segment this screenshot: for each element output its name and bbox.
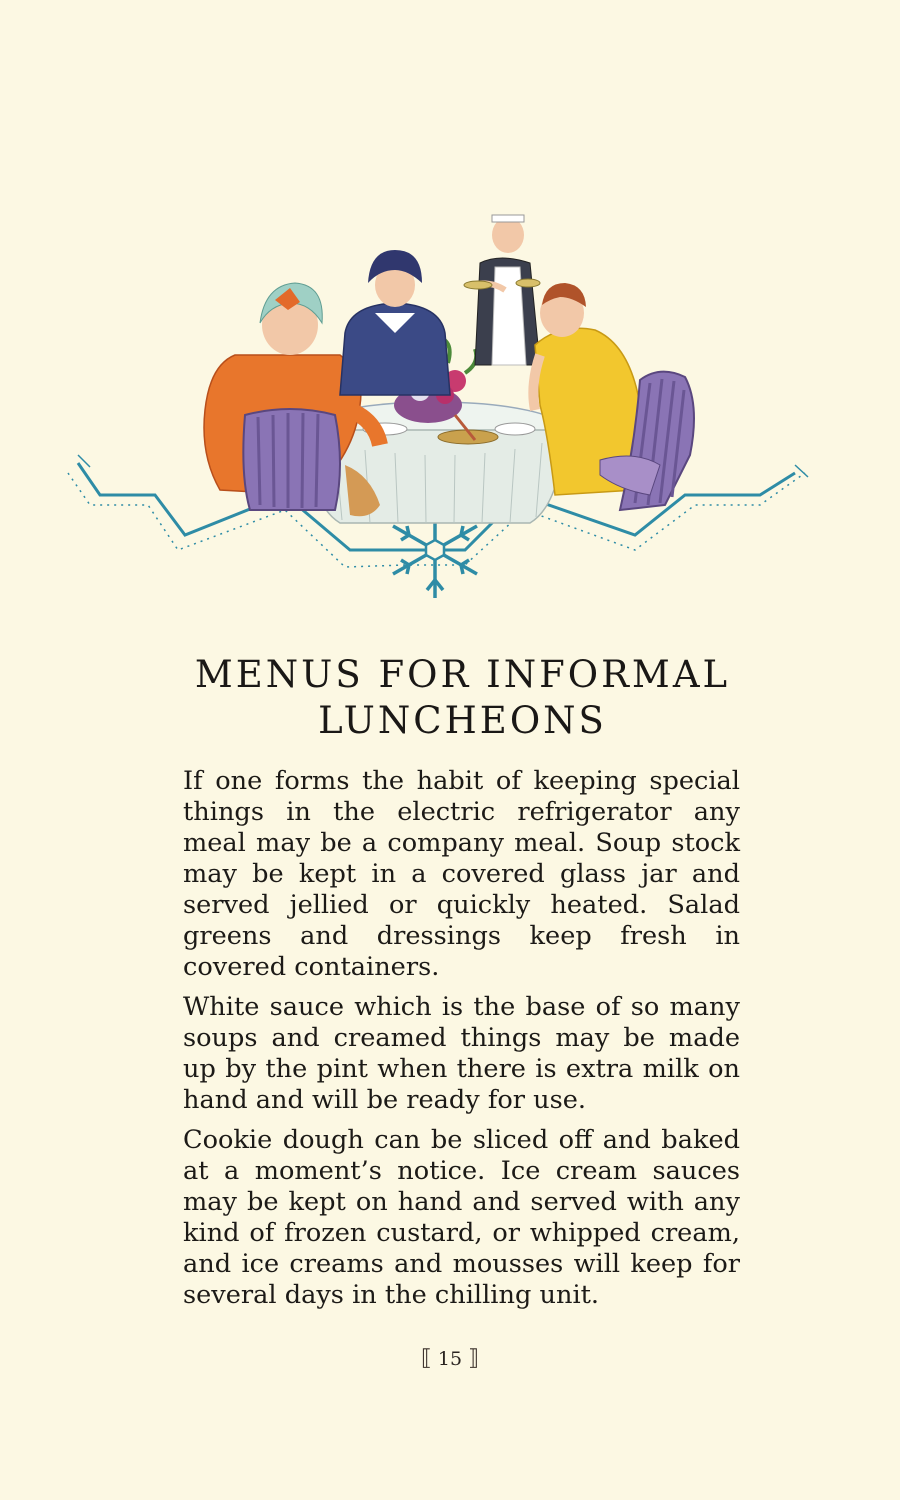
page-number xyxy=(0,1346,900,1371)
paragraph-2: White sauce which is the base of so many soups and creamed things may be made up by the pint when there is extra milk on hand and will be ready for use. xyxy=(183,992,740,1115)
bracket-right-icon: ⟧ xyxy=(468,1346,480,1371)
luncheon-illustration xyxy=(60,205,820,605)
paragraph-1: If one forms the habit of keeping special things in the electric refrigerator any meal may be a company meal. Soup stock may be kept in a covered glass jar and served jellied or quickly heated. Salad greens and dressings keep fresh in covered containers. xyxy=(183,766,740,982)
body-text xyxy=(183,766,740,1320)
title-line-1: MENUS FOR INFORMAL xyxy=(194,653,731,696)
woman-navy-dress xyxy=(340,250,450,395)
page-title xyxy=(170,652,755,744)
title-line-2: LUNCHEONS xyxy=(318,699,607,742)
waitress xyxy=(464,215,540,365)
paragraph-3: Cookie dough can be sliced off and baked at a moment’s notice. Ice cream sauces may be kept on hand and served with any kind of frozen custard, or whipped cream, and ice creams and mousses will keep for several days in the chilling unit. xyxy=(183,1125,740,1310)
page-number-value: 15 xyxy=(437,1348,463,1370)
bracket-left-icon: ⟦ xyxy=(420,1346,432,1371)
